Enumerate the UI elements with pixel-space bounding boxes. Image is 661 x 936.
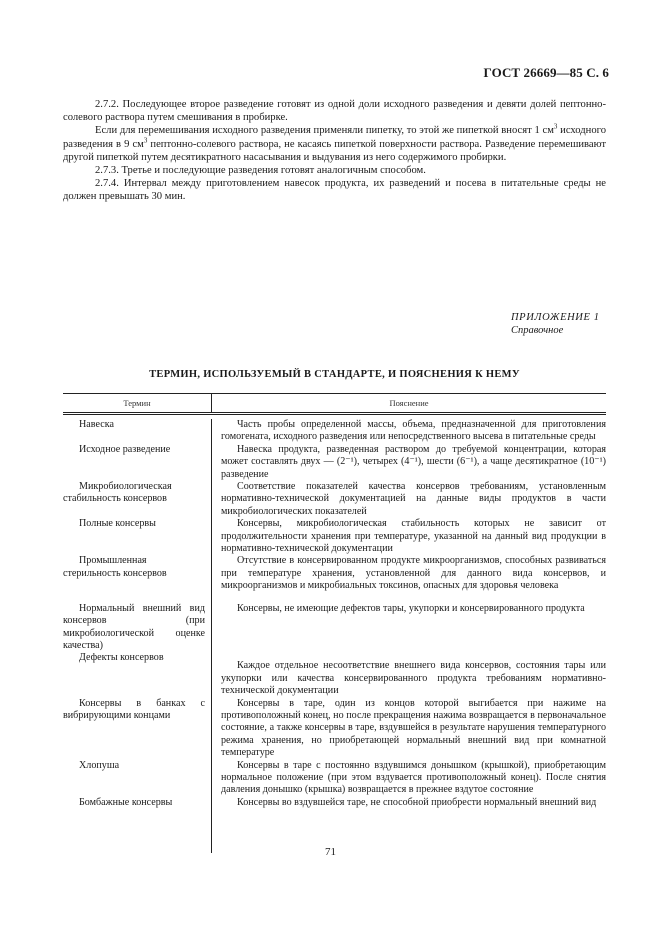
terms-table	[63, 393, 606, 809]
table-title: ТЕРМИН, ИСПОЛЬЗУЕМЫЙ В СТАНДАРТЕ, И ПОЯСНЕНИЯ К НЕМУ	[149, 369, 520, 380]
term-text: Микробиологическая стабильность консервов	[63, 481, 172, 505]
table-row	[63, 797, 606, 809]
explanation-cell	[211, 481, 606, 518]
page-number: 71	[325, 846, 336, 858]
explanation-text: Консервы во вздувшейся таре, не способной приобрести нормальный внешний вид	[237, 796, 597, 808]
term-cell	[63, 698, 211, 760]
page-header-standard-ref: ГОСТ 26669—85 С. 6	[483, 65, 609, 80]
term-text: Исходное разведение	[79, 443, 171, 455]
term-cell	[63, 652, 211, 697]
term-cell	[63, 419, 211, 444]
explanation-text: Каждое отдельное несоответствие внешнего вида консервов, состояния тары или укупорки или качества консервированного продукта требованиям нормативно-технической документации	[221, 660, 606, 697]
explanation-text: Консервы в таре с постоянно вздувшимся донышком (крышкой), приобретающим нормальное положение (при этом вздувается противоположный конец). После снятия давления донышко (крышка) возвращается в прежнее вздутое состояние	[221, 759, 606, 796]
term-cell	[63, 444, 211, 481]
paragraph-2-7-4: 2.7.4. Интервал между приготовлением навесок продукта, их разведений и посева в питательные среды не должен превышать 30 мин.	[63, 178, 606, 203]
explanation-cell	[211, 555, 606, 592]
explanation-text: Отсутствие в консервированном продукте микроорганизмов, способных развиваться при температуре хранения, установленной для данного вида консервов, и микроорганизмов и микробиальных токсинов, опасных для здоровья человека	[221, 555, 606, 592]
term-text: Дефекты консервов	[79, 652, 164, 664]
explanation-text: Консервы, не имеющие дефектов тары, укупорки и консервированного продукта	[237, 602, 585, 614]
column-header-explanation: Пояснение	[389, 398, 429, 408]
superscript: 3	[553, 122, 558, 131]
term-cell	[63, 481, 211, 518]
term-cell	[63, 518, 211, 555]
table-row	[63, 603, 606, 653]
term-text: Промышленная стерильность консервов	[63, 555, 167, 579]
explanation-text: Часть пробы определенной массы, объема, предназначенной для приготовления гомогената, исходного разведения или непосредственного высева в питательные среды	[221, 419, 606, 443]
explanation-cell	[211, 444, 606, 481]
superscript: 3	[143, 136, 148, 145]
table-row	[63, 652, 606, 697]
table-row	[63, 481, 606, 518]
table-header	[63, 393, 606, 415]
table-row	[63, 760, 606, 797]
paragraph-text: Если для перемешивания исходного разведения применяли пипетку, то этой же пипеткой вносят 1 см	[95, 125, 554, 137]
term-cell	[63, 797, 211, 809]
term-text: Бомбажные консервы	[79, 796, 173, 808]
table-row	[63, 419, 606, 444]
term-text: Хлопуша	[79, 759, 120, 771]
explanation-text: Навеска продукта, разведенная раствором до требуемой концентрации, которая может составлять двух — (2⁻¹), четырех (4⁻¹), шести (6⁻¹), а чаще десятикратное (10⁻¹) разведение	[221, 443, 606, 480]
table-row	[63, 444, 606, 481]
table-row	[63, 555, 606, 592]
explanation-cell	[211, 797, 606, 809]
body-text	[63, 98, 606, 204]
term-text: Консервы в банках с вибрирующими концами	[63, 697, 205, 721]
appendix-label	[511, 311, 600, 337]
term-cell	[63, 555, 211, 592]
table-body	[63, 419, 606, 809]
explanation-cell	[211, 760, 606, 797]
explanation-cell	[211, 698, 606, 760]
paragraph-text: пептонно-солевого раствора, не касаясь пипеткой поверхности раствора. Разведение перемешивают другой пипеткой путем десятикратного насасывания и выдувания из него содержимого пробирки.	[63, 138, 606, 163]
appendix-subtitle: Справочное	[511, 325, 564, 336]
explanation-text: Соответствие показателей качества консервов требованиям, установленным нормативно-технической документацией на данные виды продуктов в части микробиологических показателей	[221, 481, 606, 517]
term-text: Навеска	[79, 419, 114, 430]
paragraph-text: исходного разведения в 9 см	[63, 125, 607, 150]
explanation-text: Консервы в таре, один из концов которой выгибается при нажиме на противоположный конец, но после прекращения нажима возвращается в первоначальное состояние, а также консервы в таре, вздувшейся в результате нарушения температурного режима хранения, но приобретающей нормальный внешний вид при комнатной температуре	[221, 697, 606, 759]
appendix-title: ПРИЛОЖЕНИЕ 1	[511, 312, 600, 323]
term-cell	[63, 603, 211, 653]
column-header-term: Термин	[63, 394, 212, 412]
term-text: Нормальный внешний вид консервов (при микробиологической оценке качества)	[63, 602, 205, 651]
table-row	[63, 518, 606, 555]
paragraph-2-7-3: 2.7.3. Третье и последующие разведения готовят аналогичным способом.	[95, 165, 426, 177]
paragraph-2-7-2: 2.7.2. Последующее второе разведение готовят из одной доли исходного разведения и девяти долей пептонно-солевого раствора путем смешивания в пробирке.	[63, 99, 606, 124]
term-text: Полные консервы	[79, 518, 156, 530]
table-row	[63, 698, 606, 760]
explanation-text: Консервы, микробиологическая стабильность которых не зависит от продолжительности хранения при температуре, указанной на данный вид продукции в нормативно-технической документации	[221, 518, 606, 555]
paragraph-2-7-2-continued	[63, 124, 606, 164]
explanation-cell	[211, 518, 606, 555]
explanation-cell	[211, 419, 606, 444]
explanation-cell	[211, 603, 606, 653]
explanation-cell	[211, 652, 606, 697]
term-cell	[63, 760, 211, 797]
